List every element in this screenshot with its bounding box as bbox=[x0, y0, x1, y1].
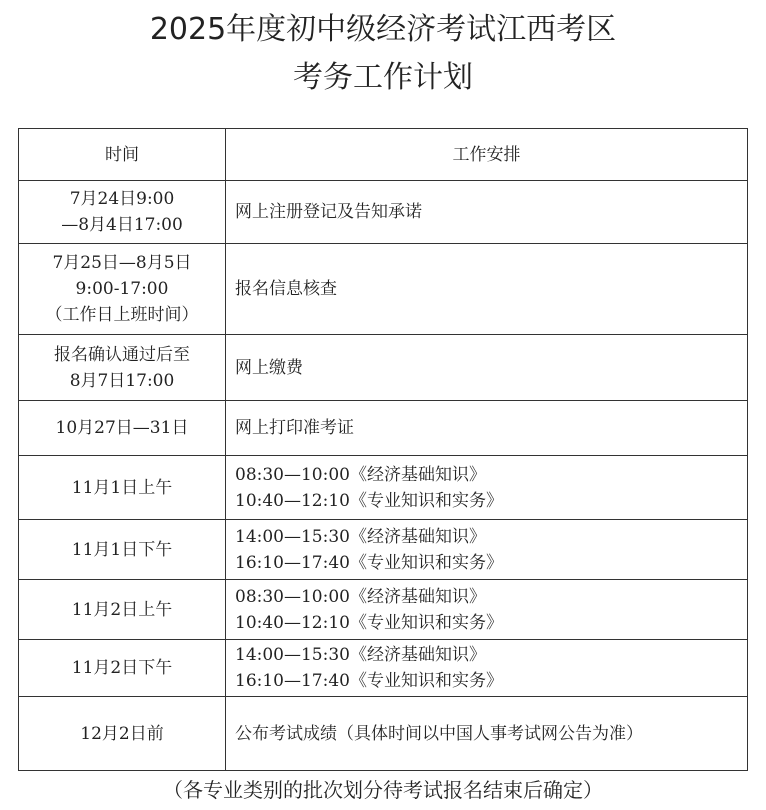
task-cell bbox=[226, 335, 748, 401]
column-header-task: 工作安排 bbox=[226, 129, 748, 181]
time-cell bbox=[19, 520, 226, 580]
time-text: —8月4日17:00 bbox=[61, 215, 183, 235]
column-header-time: 时间 bbox=[19, 129, 226, 181]
footnote: （各专业类别的批次划分待考试报名结束后确定） bbox=[163, 778, 603, 802]
schedule-table bbox=[18, 128, 748, 771]
time-text: 8月7日17:00 bbox=[69, 370, 175, 391]
time-text: 11月1日下午 bbox=[71, 539, 173, 560]
table-row bbox=[19, 697, 748, 771]
time-text: 10月27日—31日 bbox=[55, 418, 189, 438]
task-text: 公布考试成绩（具体时间以中国人事考试网公告为准） bbox=[235, 723, 643, 744]
task-text: 08:30—10:00《经济基础知识》 bbox=[235, 464, 486, 485]
task-text: 16:10—17:40《专业知识和实务》 bbox=[235, 671, 503, 691]
task-cell bbox=[226, 181, 748, 244]
task-cell bbox=[226, 580, 748, 640]
task-text: 10:40—12:10《专业知识和实务》 bbox=[235, 612, 503, 633]
time-cell bbox=[19, 640, 226, 697]
time-text: 11月2日下午 bbox=[71, 658, 173, 678]
document-title-line1: 2025年度初中级经济考试江西考区 bbox=[149, 12, 617, 47]
time-cell bbox=[19, 244, 226, 335]
task-text: 16:10—17:40《专业知识和实务》 bbox=[235, 552, 503, 573]
task-text: 08:30—10:00《经济基础知识》 bbox=[235, 586, 486, 607]
time-cell bbox=[19, 335, 226, 401]
table-header-row bbox=[19, 129, 748, 181]
time-text: 11月2日上午 bbox=[71, 599, 173, 620]
time-text: 7月25日—8月5日 bbox=[52, 253, 192, 273]
task-cell bbox=[226, 640, 748, 697]
time-text: 报名确认通过后至 bbox=[54, 344, 190, 365]
time-cell bbox=[19, 401, 226, 456]
table-row bbox=[19, 580, 748, 640]
table-row bbox=[19, 335, 748, 401]
task-cell bbox=[226, 401, 748, 456]
table-row bbox=[19, 520, 748, 580]
task-text: 网上注册登记及告知承诺 bbox=[235, 202, 422, 222]
task-cell bbox=[226, 520, 748, 580]
task-text: 报名信息核查 bbox=[235, 279, 337, 299]
table-row bbox=[19, 401, 748, 456]
task-text: 网上打印准考证 bbox=[235, 418, 354, 438]
task-cell bbox=[226, 697, 748, 771]
time-cell bbox=[19, 580, 226, 640]
time-text: 11月1日上午 bbox=[71, 477, 173, 498]
table-row bbox=[19, 244, 748, 335]
document-title-line2: 考务工作计划 bbox=[293, 60, 473, 95]
task-text: 网上缴费 bbox=[235, 357, 303, 378]
time-text: 12月2日前 bbox=[80, 723, 164, 744]
time-cell bbox=[19, 697, 226, 771]
time-text: 9:00-17:00 bbox=[75, 279, 169, 299]
task-text: 14:00—15:30《经济基础知识》 bbox=[235, 645, 486, 665]
task-cell bbox=[226, 456, 748, 520]
time-cell bbox=[19, 181, 226, 244]
time-text: 7月24日9:00 bbox=[69, 189, 175, 209]
table-row bbox=[19, 456, 748, 520]
task-cell bbox=[226, 244, 748, 335]
time-text: （工作日上班时间） bbox=[45, 305, 199, 325]
task-text: 10:40—12:10《专业知识和实务》 bbox=[235, 490, 503, 511]
table-row bbox=[19, 181, 748, 244]
task-text: 14:00—15:30《经济基础知识》 bbox=[235, 526, 486, 547]
time-cell bbox=[19, 456, 226, 520]
table-row bbox=[19, 640, 748, 697]
